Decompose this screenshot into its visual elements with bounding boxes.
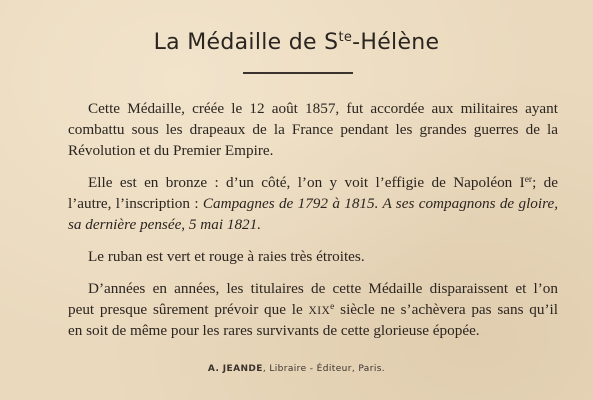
paragraph-1-line-1: Cette Médaille, créée le 12 août 1857, fut accordée aux militaires ayant (88, 100, 558, 117)
paragraph-2-line-1 (68, 172, 558, 193)
paragraph-2-line-2-text: l’autre, l’inscription : (68, 195, 203, 212)
publisher-name: A. JEANDE (207, 364, 263, 374)
paragraph-2 (68, 172, 558, 235)
body-text (68, 98, 558, 341)
page-title (0, 30, 593, 55)
publisher-credit (0, 364, 593, 374)
paragraph-4 (68, 278, 558, 341)
paragraph-3 (68, 246, 558, 267)
paragraph-2-line-1-sup: er (524, 175, 533, 185)
paragraph-3-line-1: Le ruban est vert et rouge à raies très étroites. (88, 248, 365, 265)
paragraph-4-line-1: D’années en années, les titulaires de cette Médaille disparaissent et l’on (88, 280, 558, 297)
title-superscript: te (338, 30, 353, 45)
paragraph-4-line-2 (68, 299, 558, 320)
paragraph-4-century: XIX (308, 305, 331, 317)
paragraph-4-line-3: en soit de même pour les rares survivants de cette glorieuse épopée. (68, 322, 480, 339)
paragraph-4-century-sup: e (330, 302, 335, 312)
paragraph-2-line-2-italic: Campagnes de 1792 à 1815. A ses compagnons de gloire, (202, 195, 558, 212)
paragraph-4-line-2-before: peut presque sûrement prévoir que le (68, 301, 309, 318)
paragraph-2-line-1-end: ; de (532, 174, 559, 191)
paragraph-1-line-2: combattu sous les drapeaux de la France pendant les grandes guerres de la (68, 121, 558, 138)
paragraph-2-line-3: sa dernière pensée, 5 mai 1821. (68, 216, 262, 233)
title-prefix: La Médaille de S (153, 30, 339, 55)
paragraph-1 (68, 98, 558, 161)
paragraph-1-line-3: Révolution et du Premier Empire. (68, 142, 274, 159)
paragraph-2-line-1-text: Elle est en bronze : d’un côté, l’on y voit l’effigie de Napoléon I (88, 174, 525, 191)
paragraph-2-line-2 (68, 193, 558, 214)
title-suffix: -Hélène (352, 30, 440, 55)
publisher-details: , Libraire - Éditeur, Paris. (262, 364, 386, 374)
paragraph-4-line-2-after: siècle ne s’achèvera pas sans qu’il (334, 301, 558, 318)
title-underline (243, 72, 353, 74)
